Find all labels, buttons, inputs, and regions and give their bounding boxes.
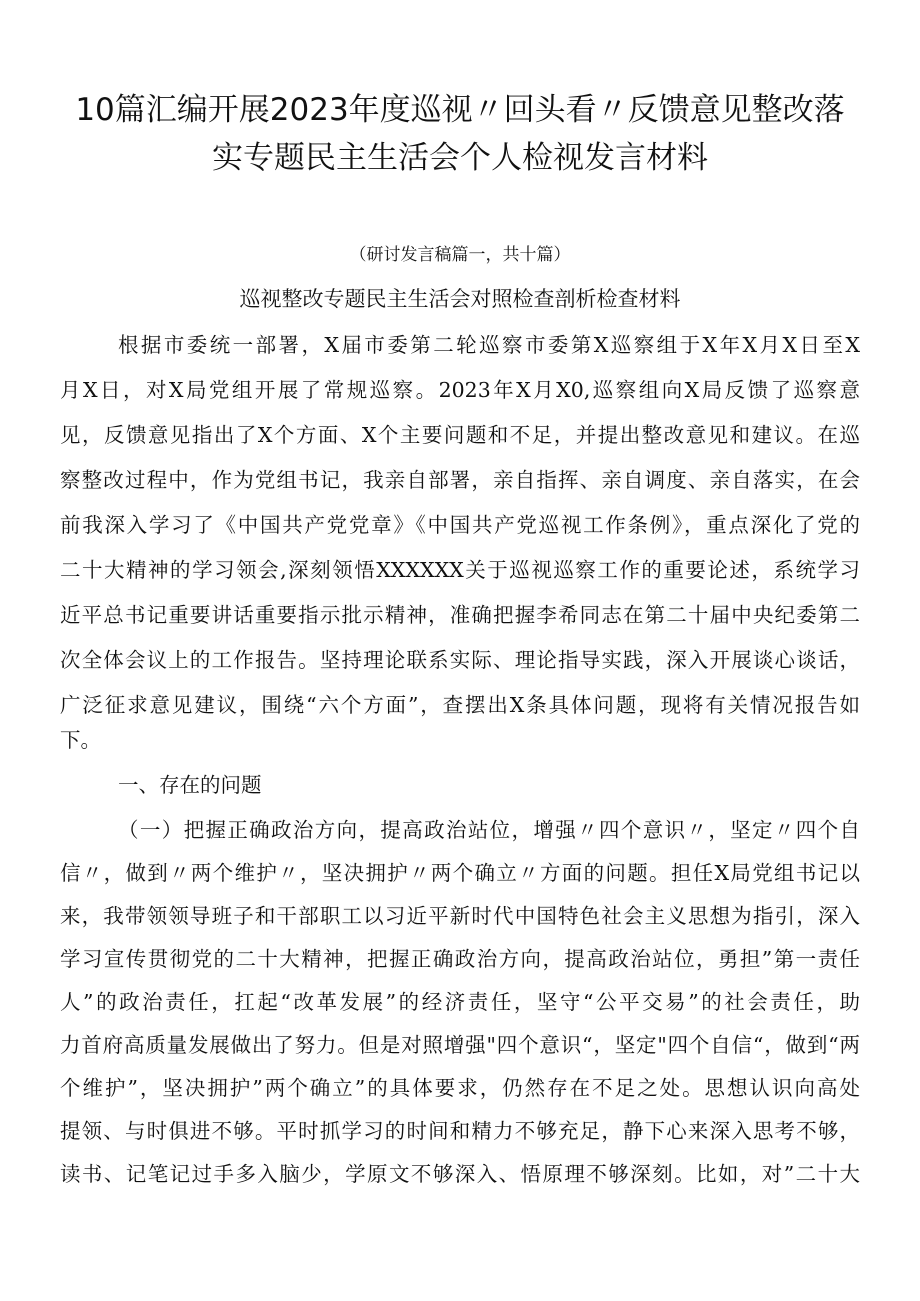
paragraph-1-line: 次全体会议上的工作报告。坚持理论联系实际、理论指导实践，深入开展谈心谈话， xyxy=(60,648,860,672)
paragraph-2-line: 读书、记笔记过手多入脑少，学原文不够深入、悟原理不够深刻。比如，对”二十大 xyxy=(60,1162,860,1186)
paragraph-2-line: 学习宣传贯彻党的二十大精神，把握正确政治方向，提高政治站位，勇担”第一责任 xyxy=(60,947,860,971)
paragraph-2-line: 力首府高质量发展做出了努力。但是对照增强"四个意识“，坚定"四个自信“，做到“两 xyxy=(60,1033,860,1057)
paragraph-1-line: 广泛征求意见建议，围绕“六个方面”，查摆出X条具体问题，现将有关情况报告如 xyxy=(60,693,860,717)
article-title: 巡视整改专题民主生活会对照检查剖析检查材料 xyxy=(239,287,681,311)
paragraph-1-line: 下。 xyxy=(60,728,101,752)
paragraph-2-line: 来，我带领领导班子和干部职工以习近平新时代中国特色社会主义思想为指引，深入 xyxy=(60,904,860,928)
paragraph-2-line: （一）把握正确政治方向，提高政治站位，增强〃四个意识〃，坚定〃四个自 xyxy=(118,818,860,842)
paragraph-1-line: 近平总书记重要讲话重要指示批示精神，准确把握李希同志在第二十届中央纪委第二 xyxy=(60,603,860,627)
section-heading: 一、存在的问题 xyxy=(118,773,262,797)
document-title-line-2: 实专题民主生活会个人检视发言材料 xyxy=(212,140,708,176)
paragraph-2-line: 提领、与时俱进不够。平时抓学习的时间和精力不够充足，静下心来深入思考不够， xyxy=(60,1119,860,1143)
paragraph-1-line: 察整改过程中，作为党组书记，我亲自部署，亲自指挥、亲自调度、亲自落实，在会 xyxy=(60,468,860,492)
paragraph-1-line: 根据市委统一部署，X届市委第二轮巡察市委第X巡察组于X年X月X日至X xyxy=(118,333,860,357)
paragraph-2-line: 信〃，做到〃两个维护〃，坚决拥护〃两个确立〃方面的问题。担任X局党组书记以 xyxy=(60,861,860,885)
paragraph-1-line: 二十大精神的学习领会,深刻领悟XXXXXX关于巡视巡察工作的重要论述，系统学习 xyxy=(60,558,860,582)
paragraph-1-line: 前我深入学习了《中国共产党党章》《中国共产党巡视工作条例》，重点深化了党的 xyxy=(60,513,860,537)
paragraph-1-line: 见，反馈意见指出了X个方面、X个主要问题和不足，并提出整改意见和建议。在巡 xyxy=(60,423,860,447)
document-title-line-1: 10篇汇编开展2023年度巡视〃回头看〃反馈意见整改落 xyxy=(75,92,845,128)
subtitle: （研讨发言稿篇一，共十篇） xyxy=(349,245,571,265)
paragraph-2-line: 人”的政治责任，扛起“改革发展”的经济责任，坚守“公平交易”的社会责任，助 xyxy=(60,990,860,1014)
paragraph-1-line: 月X日，对X局党组开展了常规巡察。2023年X月X0,巡察组向X局反馈了巡察意 xyxy=(60,378,860,402)
paragraph-2-line: 个维护”，坚决拥护”两个确立”的具体要求，仍然存在不足之处。思想认识向高处 xyxy=(60,1076,860,1100)
